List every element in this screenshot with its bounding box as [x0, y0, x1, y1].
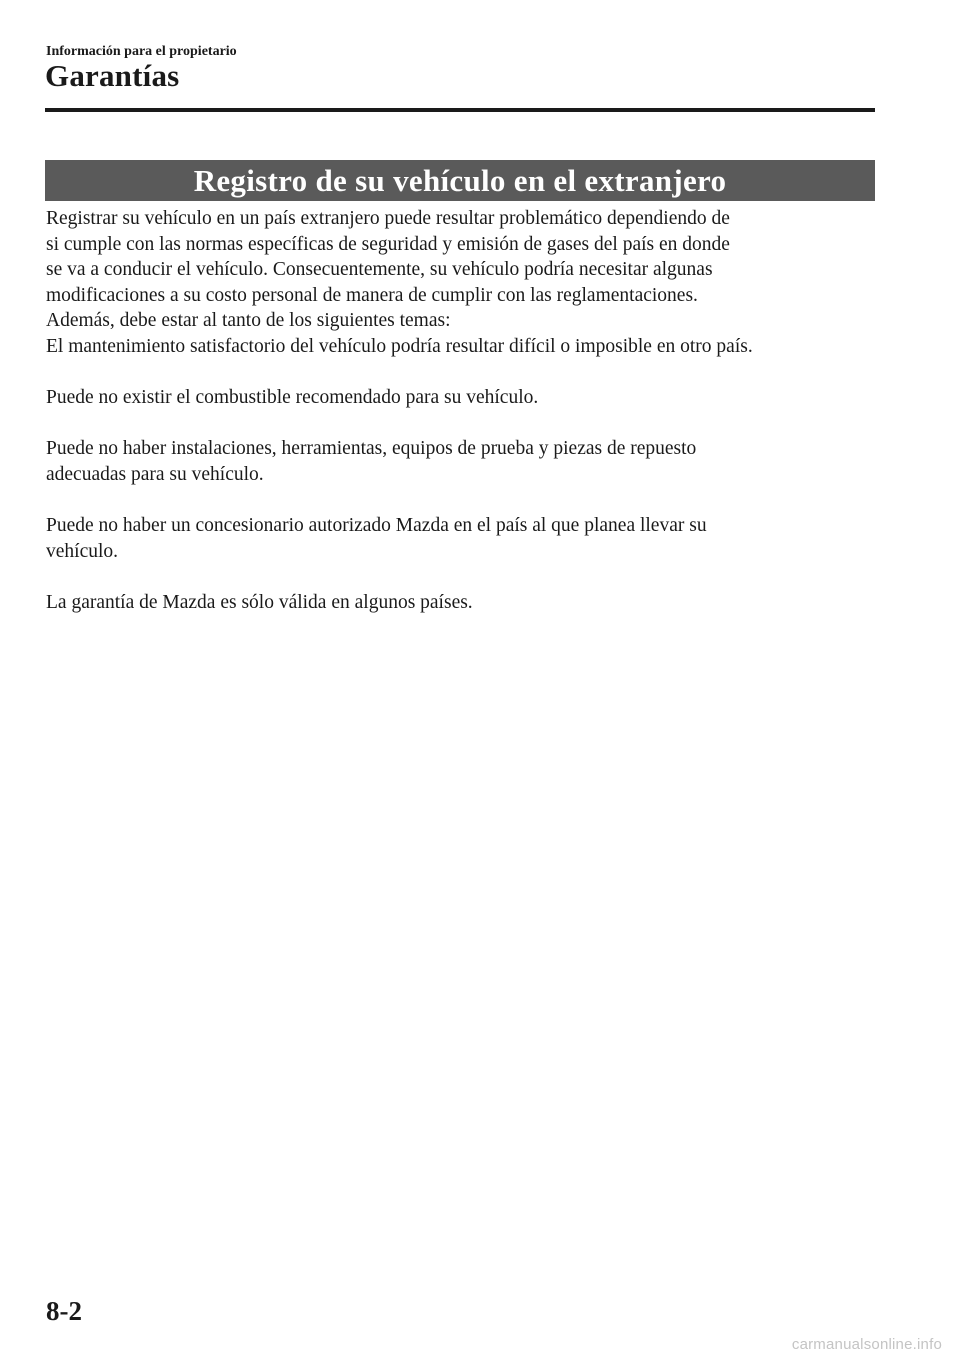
intro-line: si cumple con las normas específicas de seguridad y emisión de gases del país en donde	[46, 233, 730, 255]
body-text	[46, 206, 876, 616]
intro-line: El mantenimiento satisfactorio del vehículo podría resultar difícil o imposible en otro país.	[46, 335, 753, 357]
intro-line: Registrar su vehículo en un país extranjero puede resultar problemático dependiendo de	[46, 208, 730, 229]
paragraph-gap	[46, 411, 876, 437]
item-tools-line: adecuadas para su vehículo.	[46, 463, 264, 485]
item-dealer-line: vehículo.	[46, 540, 119, 562]
section-banner	[45, 160, 875, 201]
page-title: Garantías	[45, 58, 180, 93]
paragraph-gap	[46, 564, 876, 590]
intro-line: Además, debe estar al tanto de los siguientes temas:	[46, 310, 451, 332]
title-divider	[45, 108, 875, 112]
watermark: carmanualsonline.info	[791, 1336, 942, 1353]
paragraph-gap	[46, 488, 876, 514]
item-tools-line: Puede no haber instalaciones, herramientas, equipos de prueba y piezas de repuesto	[46, 438, 697, 460]
page-number: 8-2	[46, 1296, 82, 1326]
item-warranty: La garantía de Mazda es sólo válida en algunos países.	[46, 591, 473, 613]
item-fuel: Puede no existir el combustible recomendado para su vehículo.	[46, 387, 539, 409]
banner-title: Registro de su vehículo en el extranjero	[193, 163, 727, 198]
intro-line: modificaciones a su costo personal de manera de cumplir con las reglamentaciones.	[46, 284, 698, 306]
intro-line: se va a conducir el vehículo. Consecuentemente, su vehículo podría necesitar algunas	[46, 259, 713, 281]
section-kicker: Información para el propietario	[46, 44, 237, 59]
item-dealer-line: Puede no haber un concesionario autorizado Mazda en el país al que planea llevar su	[46, 515, 707, 537]
paragraph-gap	[46, 360, 876, 386]
